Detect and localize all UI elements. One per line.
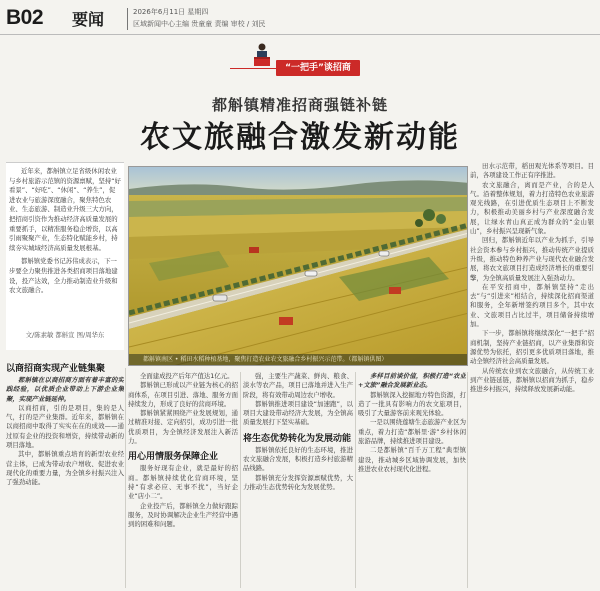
photo-caption: 都斛镇南区 • 稻田水稻种植基地，聚焦打造农业农文旅融合乡村振兴示范带。（都斛镇供图） bbox=[129, 354, 467, 365]
paragraph: 服务好现有企业，就是最好的招商。都斛镇持续优化营商环境，坚持“有求必应、无事不扰”，当好企业“店小二”。 bbox=[128, 464, 238, 501]
paragraph: 二是都斛镇“百千万工程”典型镇建设，推动城乡区域协调发展，加快推进农业农村现代化进程。 bbox=[358, 446, 466, 473]
column-rule bbox=[467, 372, 468, 588]
paragraph: 田水示范带，稻田观光体系等项目。目前，各项建设工作正有序推进。 bbox=[470, 162, 594, 180]
article-column-right bbox=[470, 162, 594, 590]
lead-box bbox=[6, 162, 124, 350]
issue-date: 2026年6月11日 星期四 bbox=[133, 8, 209, 16]
lead-paragraph: 近年来，都斛镇立足省级休闲农业与乡村旅游示范镇的资源禀赋，坚持“好看景”、“好吃”、“休闲”、“养生”，促进农业与旅游深度融合，聚焦特色农业、生态旅游、制造业升级三大方向，把招商引资作为推动经济高质量发展的重要抓手，以精准服务稳企增资，以高引雨聚聚产业，生态特化赋能乡村，持续夯实城域经济高质量发展根基。 bbox=[9, 167, 121, 252]
paragraph: 全面建成投产后年产值达1亿元。 bbox=[140, 372, 234, 380]
masthead-divider bbox=[127, 8, 128, 30]
section-heading: 将生态优势转化为发展动能 bbox=[243, 433, 352, 444]
article-headline: 农文旅融合激发新动能 bbox=[140, 120, 460, 155]
column-rule bbox=[355, 372, 356, 588]
farmland-aerial-image bbox=[129, 167, 468, 366]
page-code: B02 bbox=[6, 6, 44, 29]
article-column-3 bbox=[243, 372, 353, 590]
paragraph: 都斛镇充分发挥资源禀赋优势，大力推动生态优势转化为发展优势。 bbox=[243, 473, 353, 491]
paragraph: 在平安招商中，都斛镇坚持“走出去”与“引进来”相结合，持续深化招商渠道和服务，全年新增签约项目多个，其中农业、文旅项目占比过半，项目储备持续增加。 bbox=[470, 282, 594, 329]
paragraph: 都斛镇紧紧围绕产业发展规划，通过精准对接、定向招引，成功引进一批优质项目，为全镇经济发展注入新活力。 bbox=[128, 409, 238, 446]
speaker-podium-icon bbox=[250, 42, 274, 68]
paragraph: 强，主要生产蔬菜、鲜肉、粮食、淡水等农产品，项目已落地并进入生产阶段，将有效带动周边农户增收。 bbox=[243, 372, 353, 399]
masthead-rule bbox=[0, 34, 600, 35]
article-column-2 bbox=[128, 372, 238, 590]
section-heading: 用心用情服务保障企业 bbox=[128, 452, 219, 463]
paragraph: 以商招商，引的是项目，集的是人气，打的是产业集群。近年来，都斛镇在以商招商中取得了实实在在的成效——通过原有企业的投资和增资，持续带动新的项目落地。 bbox=[6, 403, 124, 450]
editor-credits: 区域新闻中心主编 贵童童 责编 审校 / 刘民 bbox=[133, 20, 266, 28]
column-rule bbox=[125, 368, 126, 588]
byline: 文/陈素敏 都斛宣 图/周华东 bbox=[25, 331, 105, 339]
paragraph: 农文旅融合，离而是产业，合的是人气。沿着整体规划，着力打造特色农业旅游观光线路，在引进优质生态项目上不断发力，积极推动美丽乡村与产业深度融合发展，让绿水青山真正成为群众的“金山银山”，乡村振兴呈现新气象。 bbox=[470, 180, 594, 236]
section-name: 要闻 bbox=[72, 10, 105, 29]
paragraph: 回归，都斛镇近年以产业为抓手，引导社会资本参与乡村振兴，推动传统产业提质升级，推动特色种养产业与现代农业融合发展，将农文旅项目打造成经济增长的重要引擎，为全镇高质量发展注入强劲动力。 bbox=[470, 236, 594, 282]
column-tag: “一把手”谈招商 bbox=[276, 60, 360, 76]
paragraph: 都斛镇推进项目建设“加速跑”，以项目大建设带动经济大发展，为全镇高质量发展打下坚实基础。 bbox=[243, 399, 353, 427]
section-heading: 以商招商实现产业链集聚 bbox=[6, 364, 106, 374]
column-tag-line bbox=[230, 68, 276, 69]
article-subtitle: 都斛镇精准招商强链补链 bbox=[211, 96, 388, 114]
paragraph: 企业投产后，都斛镇全力做好跟踪服务，及时协调解决企业生产经营中遇到的困难和问题。 bbox=[128, 501, 238, 529]
column-rule bbox=[240, 372, 241, 588]
paragraph: 都斛镇依托良好的生态环境，推进农文旅融合发展，积极打造乡村旅游精品线路。 bbox=[243, 445, 353, 473]
paragraph: 都斛镇深入挖掘地方特色资源，打造了一批具有影响力的农文旅项目，吸引了大量游客前来观光体验。 bbox=[358, 390, 466, 418]
paragraph: 下一步，都斛镇将继续深化“一把手”招商机制，坚持产业链招商，以产业集群和资源优势为依托，招引更多优质项目落地，推动全镇经济社会高质量发展。 bbox=[470, 329, 594, 366]
article-column-1 bbox=[6, 358, 124, 590]
paragraph: 都斛镇已形成以产业链为核心的招商体系，在项目引进、落地、服务方面持续发力，形成了良好的营商环境。 bbox=[128, 381, 238, 408]
paragraph: 从传统农业到农文旅融合，从传统工业到产业链延链，都斛镇以招商为抓手，稳步推进乡村振兴，持续释放发展新动能。 bbox=[470, 366, 594, 394]
paragraph: 其中，都斛镇重点培育的新型农业经营主体，已成为带动农户增收、促进农业现代化的重要力量，为全镇乡村振兴注入了强劲动能。 bbox=[6, 450, 124, 487]
masthead bbox=[0, 0, 600, 36]
article-column-4 bbox=[358, 372, 466, 590]
paragraph-intro: 都斛镇在以商招商方面有着丰富的实践经验，以优质企业带动上下游企业集聚，实现产业链延伸。 bbox=[6, 376, 124, 403]
lead-paragraph-2: 都斛镇党委书记苏伟成表示，下一步要全力聚焦推进各类招商项目落地建设，投产达效，全力推动制造业升级和农文旅融合。 bbox=[9, 257, 118, 295]
paragraph-intro: 多样目前谈价值，积极打造“农业+文旅”融合发展新业态。 bbox=[358, 372, 466, 390]
paragraph: 一是以围绕莲塘生态旅游产业区为重点，着力打造“都斛里·游”乡村休闲旅游品牌，持续推进项目建设。 bbox=[358, 418, 466, 446]
aerial-photo bbox=[128, 166, 468, 366]
